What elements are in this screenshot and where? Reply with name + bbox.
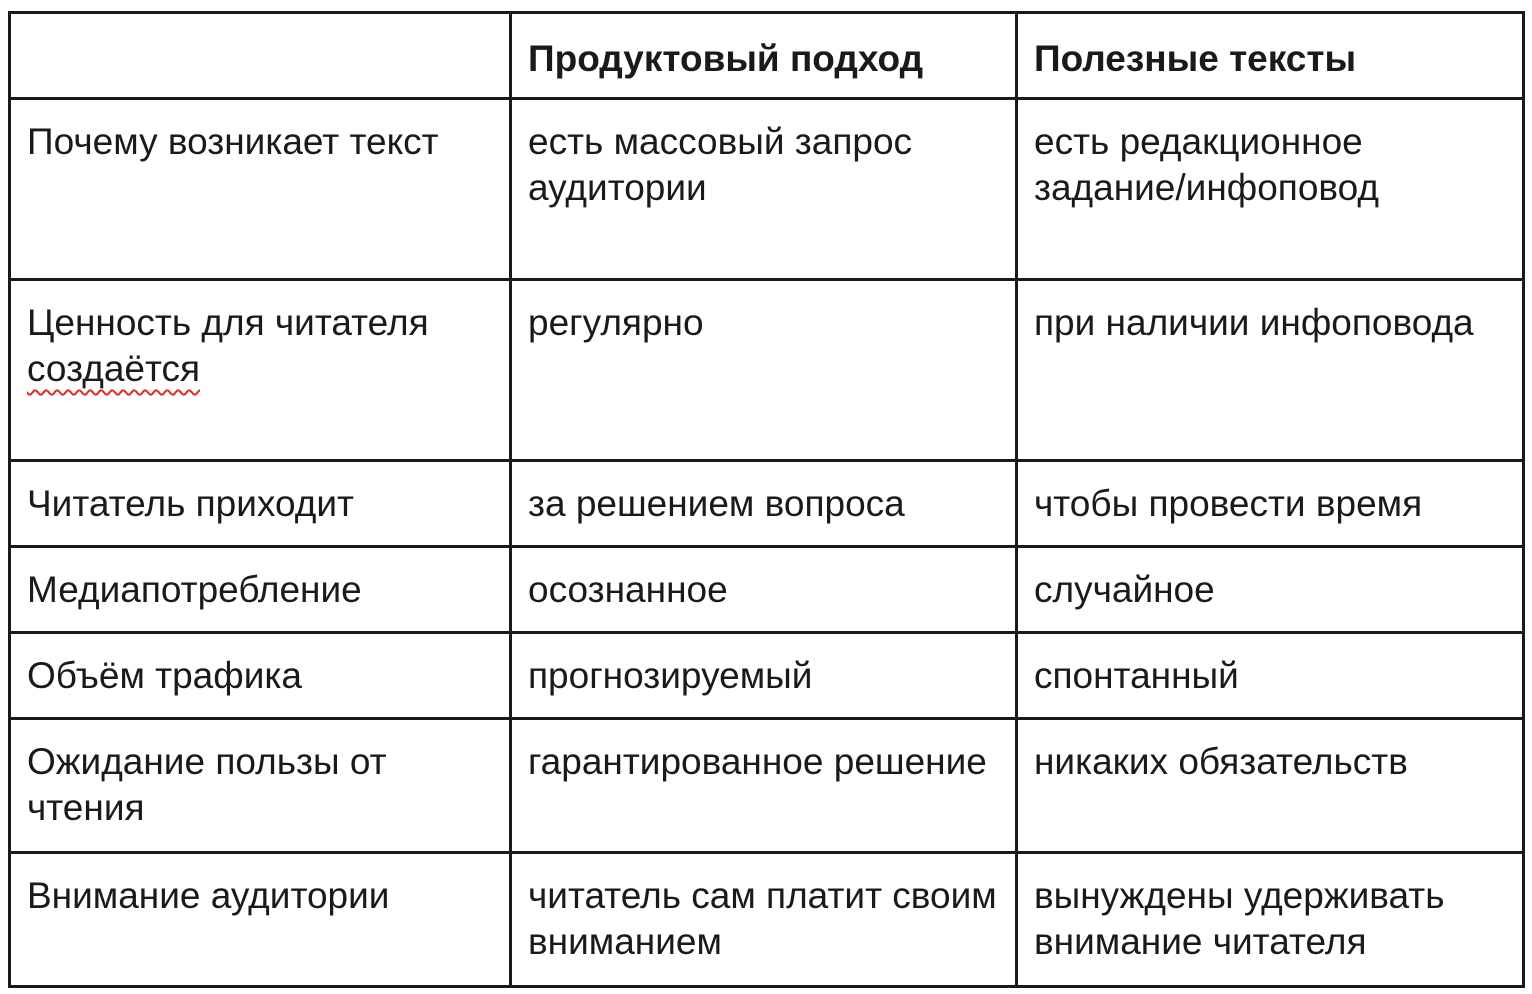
row-label[interactable]: Почему возникает текст: [10, 99, 511, 280]
row-label[interactable]: Ожидание пользы от чтения: [10, 719, 511, 853]
table-row: [10, 719, 1524, 853]
useful-cell[interactable]: спонтанный: [1017, 633, 1524, 719]
table-row: [10, 280, 1524, 461]
useful-cell[interactable]: при наличии инфоповода: [1017, 280, 1524, 461]
table-row: [10, 633, 1524, 719]
table-header-row: [10, 13, 1524, 99]
row-label-text: Ценность для читателя: [27, 302, 429, 343]
useful-cell[interactable]: случайное: [1017, 547, 1524, 633]
useful-cell[interactable]: никаких обязательств: [1017, 719, 1524, 853]
table-row: [10, 461, 1524, 547]
row-label[interactable]: Объём трафика: [10, 633, 511, 719]
product-cell[interactable]: осознанное: [511, 547, 1017, 633]
product-cell[interactable]: за решением вопроса: [511, 461, 1017, 547]
header-product-approach[interactable]: Продуктовый подход: [511, 13, 1017, 99]
useful-cell[interactable]: вынуждены удерживать внимание читателя: [1017, 853, 1524, 987]
product-cell[interactable]: прогнозируемый: [511, 633, 1017, 719]
header-corner-cell[interactable]: [10, 13, 511, 99]
product-cell[interactable]: читатель сам платит своим вниманием: [511, 853, 1017, 987]
table-row: [10, 547, 1524, 633]
comparison-table: [8, 11, 1525, 988]
misspelled-word: создаётся: [27, 348, 201, 389]
table-row: [10, 99, 1524, 280]
useful-cell[interactable]: есть редакционное задание/инфоповод: [1017, 99, 1524, 280]
useful-cell[interactable]: чтобы провести время: [1017, 461, 1524, 547]
table-row: [10, 853, 1524, 987]
row-label[interactable]: [10, 280, 511, 461]
row-label[interactable]: Медиапотребление: [10, 547, 511, 633]
header-useful-texts[interactable]: Полезные тексты: [1017, 13, 1524, 99]
row-label[interactable]: Внимание аудитории: [10, 853, 511, 987]
row-label[interactable]: Читатель приходит: [10, 461, 511, 547]
product-cell[interactable]: гарантированное решение: [511, 719, 1017, 853]
product-cell[interactable]: регулярно: [511, 280, 1017, 461]
product-cell[interactable]: есть массовый запрос аудитории: [511, 99, 1017, 280]
